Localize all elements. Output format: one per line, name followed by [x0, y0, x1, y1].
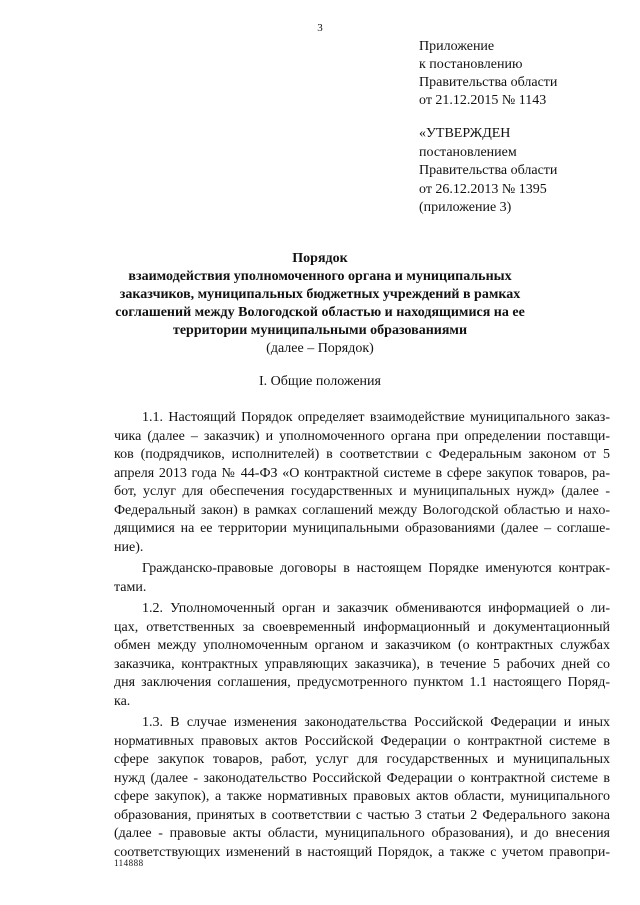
approved-line: Правительства области — [419, 163, 558, 178]
page-number: 3 — [317, 22, 323, 34]
approved-line: постановлением — [419, 144, 517, 160]
section-heading: I. Общие положения — [259, 374, 381, 389]
text-line: заказчика, контрактных управляющих заказчика), в течение 5 рабочих дней со — [114, 656, 610, 672]
appendix-block — [419, 38, 557, 110]
document-title — [60, 250, 580, 358]
text-line: дня заключения соглашения, предусмотренного пунктом 1.1 настоящего Поряд- — [114, 675, 610, 690]
text-line: 1.1. Настоящий Порядок определяет взаимодействие муниципального заказ- — [142, 410, 610, 425]
document-code: 114888 — [114, 858, 144, 868]
approved-block — [419, 125, 557, 218]
text-line: образования, принятых в соответствии с частью 3 статьи 2 Федерального закона — [114, 807, 610, 823]
text-line: нормативных правовых актов Российской Федерации о контрактной системе в — [114, 733, 610, 749]
appendix-line: от 21.12.2015 № 1143 — [419, 93, 547, 108]
text-line: Гражданско-правовые договоры в настоящем Порядке именуются контрак- — [142, 561, 610, 576]
text-line: 1.3. В случае изменения законодательства Российской Федерации и иных — [142, 715, 610, 730]
approved-line: «УТВЕРЖДЕН — [419, 126, 511, 141]
text-line: нужд (далее - законодательство Российской Федерации о контрактной системе в — [114, 770, 610, 786]
text-line: сфере закупок), а также нормативных правовых актов области, муниципального — [114, 789, 610, 804]
paragraph-1-1 — [114, 409, 610, 557]
approved-line: (приложение 3) — [419, 200, 512, 215]
text-line: (далее - правовые акты области, муниципального образования), и до внесения — [114, 826, 610, 841]
title-line: Порядок — [292, 251, 348, 266]
title-line: взаимодействия уполномоченного органа и муниципальных — [128, 269, 512, 284]
text-line: ков (подрядчиков, исполнителей) в соответствии с Федеральным законом от 5 — [114, 447, 610, 462]
title-line: заказчиков, муниципальных бюджетных учреждений в рамках — [119, 287, 521, 302]
text-line: бот, услуг для обеспечения государственных и муниципальных нужд» (далее - — [114, 484, 610, 499]
appendix-line: Приложение — [419, 39, 495, 54]
title-line: территории муниципальными образованиями — [172, 323, 468, 338]
paragraph-1-3 — [114, 714, 610, 862]
text-line: ка. — [114, 693, 131, 709]
text-line: обмен между уполномоченным органом и заказчиком (о контрактных службах — [114, 638, 610, 653]
text-line: ние). — [114, 539, 144, 555]
text-line: тами. — [114, 579, 147, 595]
title-line: соглашений между Вологодской областью и находящимися на ее — [115, 305, 525, 320]
text-line: сфере закупок товаров, работ, услуг для государственных и муниципальных — [114, 752, 610, 767]
paragraph-contracts — [114, 560, 610, 597]
text-line: апреля 2013 года № 44-ФЗ «О контрактной системе в сфере закупок товаров, ра- — [114, 465, 610, 481]
text-line: Федеральный закон) в рамках соглашений между Вологодской областью и нахо- — [114, 502, 610, 518]
document-body — [114, 409, 610, 865]
appendix-line: к постановлению — [419, 57, 523, 72]
text-line: цах, ответственных за своевременный информационный и документационный — [114, 619, 610, 635]
title-subtitle: (далее – Порядок) — [266, 341, 374, 356]
text-line: чика (далее – заказчик) и уполномоченного органа при определении поставщи- — [114, 428, 610, 444]
approved-line: от 26.12.2013 № 1395 — [419, 181, 547, 197]
text-line: соответствующих изменений в настоящий Порядок, а также с учетом правопри- — [114, 844, 610, 860]
appendix-line: Правительства области — [419, 75, 558, 90]
text-line: дящимися на ее территории муниципальными образованиями (далее – соглаше- — [114, 521, 610, 536]
paragraph-1-2 — [114, 600, 610, 711]
text-line: 1.2. Уполномоченный орган и заказчик обмениваются информацией о ли- — [142, 601, 610, 616]
